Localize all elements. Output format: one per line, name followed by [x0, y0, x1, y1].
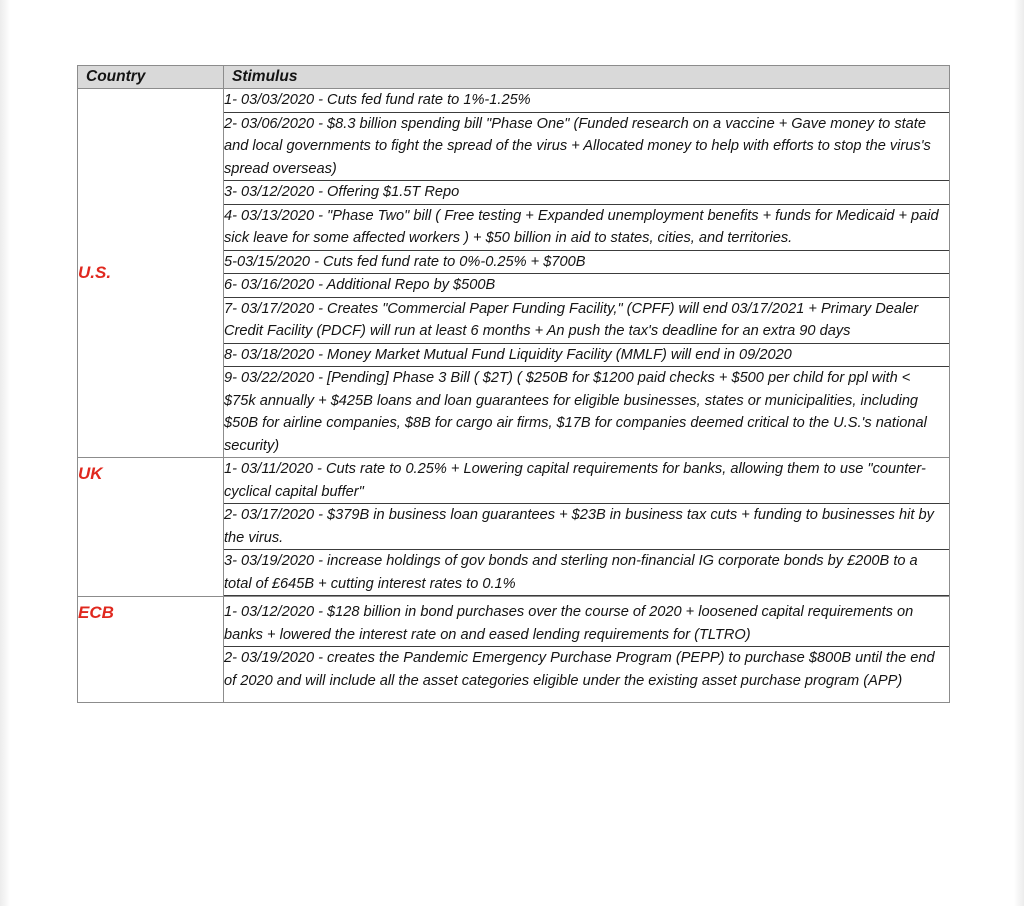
- stimulus-item: 1- 03/12/2020 - $128 billion in bond purchases over the course of 2020 + loosened capital requirements on banks + lowered the interest rate on and eased lending requirements for (TLTRO): [224, 604, 914, 643]
- country-cell-uk: UK: [78, 458, 224, 597]
- table-row-ecb: [78, 597, 950, 703]
- stimulus-item: 4- 03/13/2020 - "Phase Two" bill ( Free testing + Expanded unemployment benefits + funds for Medicaid + paid sick leave for some affected workers ) + $50 billion in aid to states, cities, and territories.: [224, 204, 949, 250]
- stimulus-item: 1- 03/03/2020 - Cuts fed fund rate to 1%-1.25%: [224, 92, 531, 108]
- page-edge-right: [1014, 0, 1024, 906]
- country-cell-us: U.S.: [78, 89, 224, 458]
- stimulus-item: 7- 03/17/2020 - Creates "Commercial Paper Funding Facility," (CPFF) will end 03/17/2021 + Primary Dealer Credit Facility (PDCF) will run at least 6 months + An push the tax's deadline for an extra 90 days: [224, 297, 949, 343]
- table-row-uk: [78, 458, 950, 597]
- header-stimulus: Stimulus: [224, 66, 950, 89]
- stimulus-item: 2- 03/06/2020 - $8.3 billion spending bill "Phase One" (Funded research on a vaccine + Gave money to state and local governments to fight the spread of the virus + Allocated money to help with efforts to stop the virus's spread overseas): [224, 112, 949, 181]
- stimulus-item: 2- 03/17/2020 - $379B in business loan guarantees + $23B in business tax cuts + funding to businesses hit by the virus.: [224, 503, 949, 549]
- stimulus-item: 9- 03/22/2020 - [Pending] Phase 3 Bill ( $2T) ( $250B for $1200 paid checks + $500 per child for ppl with < $75k annually + $425B loans and loan guarantees for eligible businesses, states or municipalities, including $50B for airline companies, $8B for cargo air firms, $17B for companies deemed critical to the U.S.'s national security): [224, 366, 949, 457]
- stimulus-item: 5-03/15/2020 - Cuts fed fund rate to 0%-0.25% + $700B: [224, 250, 949, 274]
- stimulus-cell-ecb: [224, 597, 950, 703]
- stimulus-cell-uk: [224, 458, 950, 597]
- stimulus-item: 3- 03/19/2020 - increase holdings of gov bonds and sterling non-financial IG corporate bonds by £200B to a total of £645B + cutting interest rates to 0.1%: [224, 549, 949, 596]
- stimulus-cell-us: [224, 89, 950, 458]
- page-edge-left: [0, 0, 10, 906]
- stimulus-item: 3- 03/12/2020 - Offering $1.5T Repo: [224, 180, 949, 204]
- stimulus-item: 2- 03/19/2020 - creates the Pandemic Emergency Purchase Program (PEPP) to purchase $800B until the end of 2020 and will include all the asset categories eligible under the existing asset purchase program (APP): [224, 646, 949, 692]
- country-cell-ecb: ECB: [78, 597, 224, 703]
- stimulus-table: [77, 65, 950, 703]
- stimulus-item: 6- 03/16/2020 - Additional Repo by $500B: [224, 273, 949, 297]
- stimulus-item: 1- 03/11/2020 - Cuts rate to 0.25% + Lowering capital requirements for banks, allowing them to use "counter-cyclical capital buffer": [224, 461, 926, 500]
- stimulus-item: 8- 03/18/2020 - Money Market Mutual Fund Liquidity Facility (MMLF) will end in 09/2020: [224, 343, 949, 367]
- table-header-row: [78, 66, 950, 89]
- header-country: Country: [78, 66, 224, 89]
- table-row-us: [78, 89, 950, 458]
